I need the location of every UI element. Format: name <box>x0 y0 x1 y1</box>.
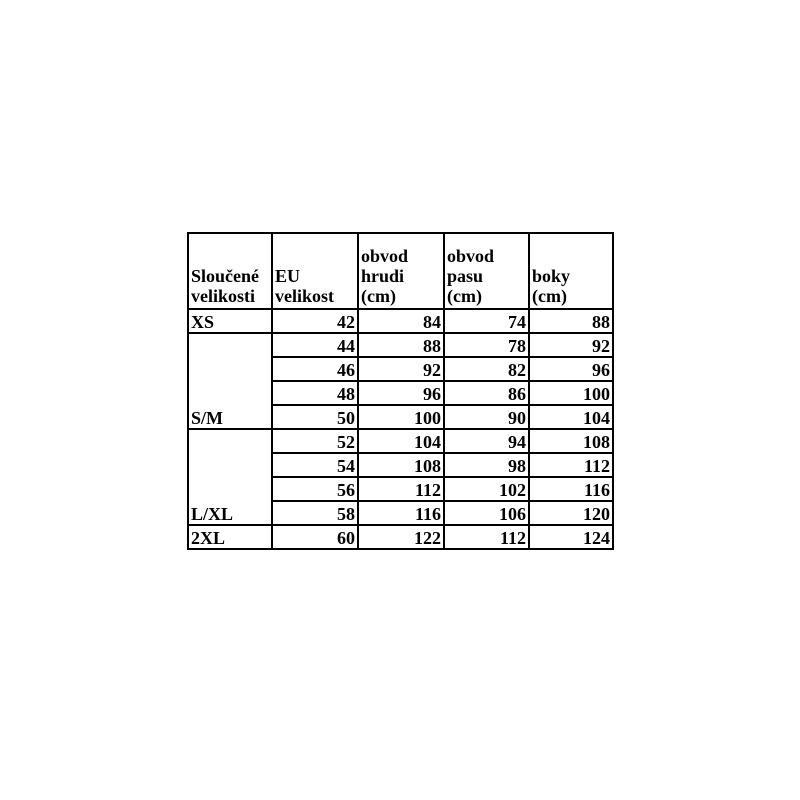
waist-cell: 112 <box>444 525 529 549</box>
table-row <box>188 429 613 453</box>
header-eu-size <box>272 233 358 309</box>
merged-size-cell: XS <box>188 309 272 333</box>
eu-size-cell: 58 <box>272 501 358 525</box>
hips-cell: 96 <box>529 357 613 381</box>
chest-cell: 104 <box>358 429 444 453</box>
table-row <box>188 333 613 357</box>
chest-cell: 108 <box>358 453 444 477</box>
waist-cell: 82 <box>444 357 529 381</box>
merged-size-cell <box>188 381 272 405</box>
merged-size-cell: 2XL <box>188 525 272 549</box>
waist-cell: 102 <box>444 477 529 501</box>
chest-cell: 84 <box>358 309 444 333</box>
header-text: EU <box>275 266 301 286</box>
chest-cell: 112 <box>358 477 444 501</box>
eu-size-cell: 60 <box>272 525 358 549</box>
waist-cell: 78 <box>444 333 529 357</box>
chest-cell: 100 <box>358 405 444 429</box>
hips-cell: 104 <box>529 405 613 429</box>
header-text: velikosti <box>191 286 256 306</box>
hips-cell: 88 <box>529 309 613 333</box>
header-text: boky <box>532 266 571 286</box>
table-body <box>188 309 613 549</box>
merged-size-cell <box>188 477 272 501</box>
eu-size-cell: 46 <box>272 357 358 381</box>
header-text: velikost <box>275 286 335 306</box>
chest-cell: 88 <box>358 333 444 357</box>
size-chart-table <box>187 232 614 550</box>
header-text: (cm) <box>447 286 482 306</box>
table-header <box>188 233 613 309</box>
eu-size-cell: 54 <box>272 453 358 477</box>
table-row <box>188 477 613 501</box>
eu-size-cell: 42 <box>272 309 358 333</box>
chest-cell: 122 <box>358 525 444 549</box>
eu-size-cell: 48 <box>272 381 358 405</box>
header-text: Sloučené <box>191 266 260 286</box>
merged-size-cell <box>188 453 272 477</box>
merged-size-cell <box>188 357 272 381</box>
header-waist <box>444 233 529 309</box>
table-row <box>188 405 613 429</box>
table-row <box>188 309 613 333</box>
merged-size-cell: S/M <box>188 405 272 429</box>
header-text: (cm) <box>532 286 567 306</box>
hips-cell: 112 <box>529 453 613 477</box>
eu-size-cell: 44 <box>272 333 358 357</box>
table-row <box>188 453 613 477</box>
table-row <box>188 501 613 525</box>
merged-size-cell: L/XL <box>188 501 272 525</box>
eu-size-cell: 50 <box>272 405 358 429</box>
hips-cell: 116 <box>529 477 613 501</box>
chest-cell: 116 <box>358 501 444 525</box>
header-text: (cm) <box>361 286 396 306</box>
header-hips <box>529 233 613 309</box>
eu-size-cell: 52 <box>272 429 358 453</box>
header-text: obvod <box>447 246 495 266</box>
waist-cell: 90 <box>444 405 529 429</box>
table-row <box>188 381 613 405</box>
header-merged-sizes <box>188 233 272 309</box>
chest-cell: 96 <box>358 381 444 405</box>
waist-cell: 106 <box>444 501 529 525</box>
merged-size-cell <box>188 333 272 357</box>
hips-cell: 92 <box>529 333 613 357</box>
hips-cell: 100 <box>529 381 613 405</box>
chest-cell: 92 <box>358 357 444 381</box>
waist-cell: 74 <box>444 309 529 333</box>
eu-size-cell: 56 <box>272 477 358 501</box>
waist-cell: 94 <box>444 429 529 453</box>
header-text: hrudi <box>361 266 405 286</box>
hips-cell: 120 <box>529 501 613 525</box>
table-row <box>188 525 613 549</box>
header-text: obvod <box>361 246 409 266</box>
header-row <box>188 233 613 309</box>
waist-cell: 86 <box>444 381 529 405</box>
header-text: pasu <box>447 266 484 286</box>
table-row <box>188 357 613 381</box>
waist-cell: 98 <box>444 453 529 477</box>
hips-cell: 124 <box>529 525 613 549</box>
hips-cell: 108 <box>529 429 613 453</box>
header-chest <box>358 233 444 309</box>
merged-size-cell <box>188 429 272 453</box>
